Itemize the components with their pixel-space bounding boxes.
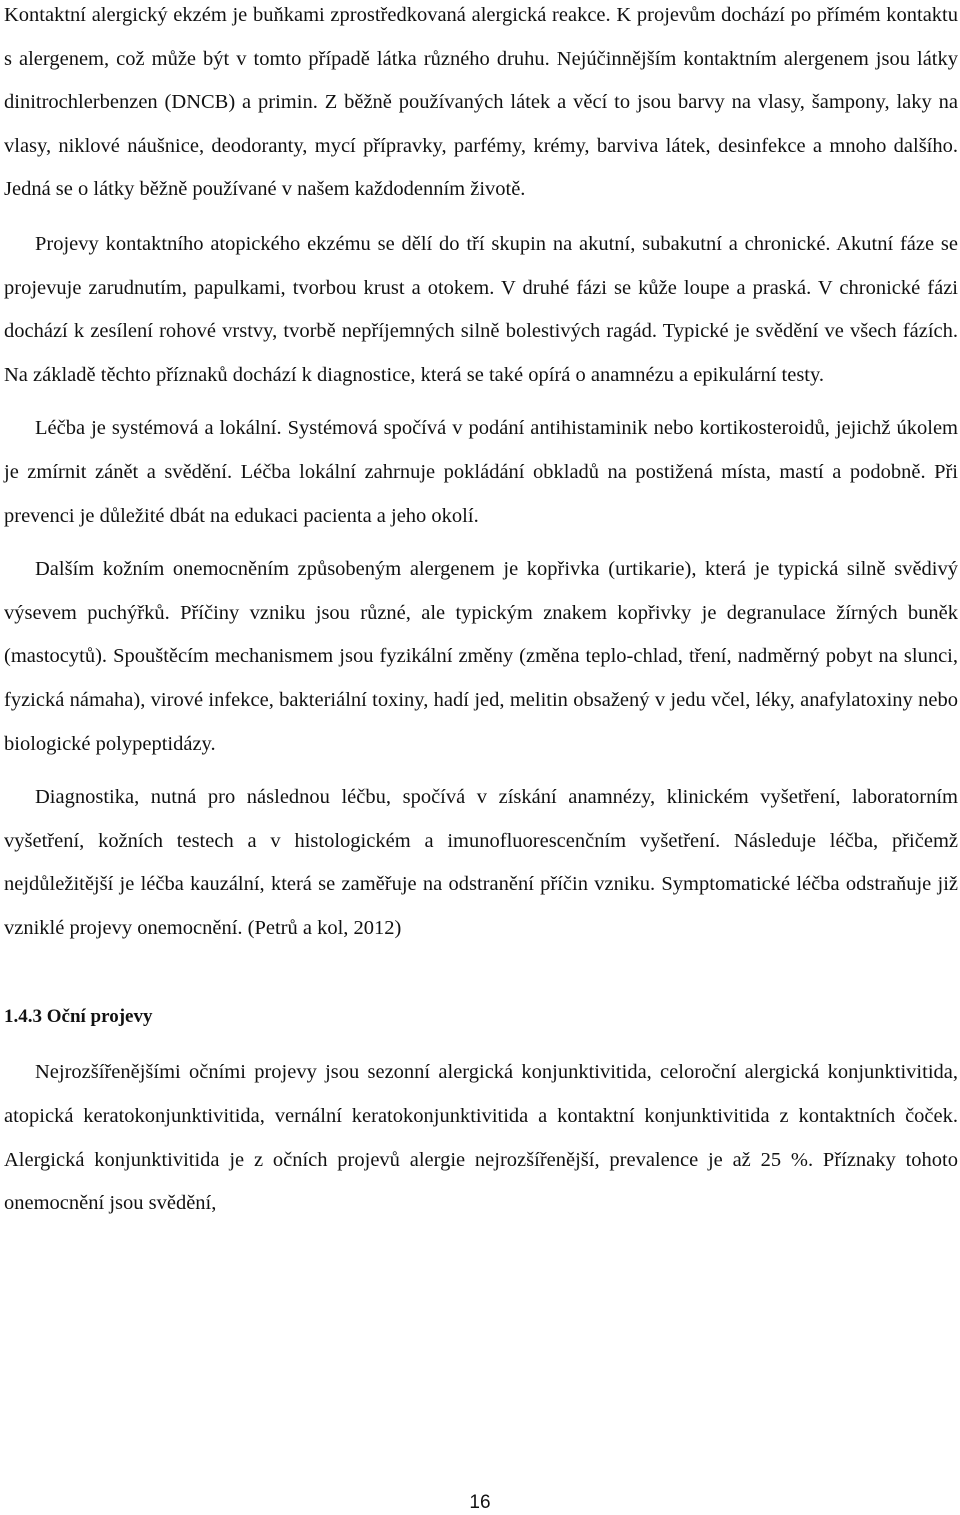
paragraph-treatment: Léčba je systémová a lokální. Systémová spočívá v podání antihistaminik nebo kortikosteroidů, jejichž úkolem je zmírnit zánět a svědění. Léčba lokální zahrnuje pokládání obkladů na postižená místa, mastí a podobně. Při prevenci je důležité dbát na edukaci pacienta a jeho okolí. (4, 417, 958, 527)
page-number: 16 (469, 1492, 491, 1513)
paragraph-eye-symptoms: Nejrozšířenějšími očními projevy jsou sezonní alergická konjunktivitida, celoroční alergická konjunktivitida, atopická keratokonjunktivitida, vernální keratokonjunktivitida a kontaktní konjunktivitida z kontaktních čoček. Alergická konjunktivitida je z očních projevů alergie nejrozšířenější, prevalence je až 25 %. Příznaky tohoto onemocnění jsou svědění, (4, 1061, 958, 1215)
document-page (4, 0, 958, 1226)
paragraph-urticaria: Dalším kožním onemocněním způsobeným alergenem je kopřivka (urtikarie), která je typická silně svědivý výsevem puchýřků. Příčiny vzniku jsou různé, ale typickým znakem kopřivky je degranulace žírných buněk (mastocytů). Spouštěcím mechanismem jsou fyzikální změny (změna teplo-chlad, tření, nadměrný pobyt na slunci, fyzická námaha), virové infekce, bakteriální toxiny, hadí jed, melitin obsažený v jedu včel, léky, anafylatoxiny nebo biologické polypeptidázy. (4, 558, 958, 755)
section-heading: 1.4.3 Oční projevy (4, 1006, 153, 1028)
paragraph-diagnostics: Diagnostika, nutná pro následnou léčbu, spočívá v získání anamnézy, klinickém vyšetření, laboratorním vyšetření, kožních testech a v histologickém a imunofluorescenčním vyšetření. Následuje léčba, přičemž nejdůležitější je léčba kauzální, která se zaměřuje na odstranění příčin vzniku. Symptomatické léčba odstraňuje již vzniklé projevy onemocnění. (Petrů a kol, 2012) (4, 786, 958, 939)
paragraph-contact-eczema: Kontaktní alergický ekzém je buňkami zprostředkovaná alergická reakce. K projevům dochází po přímém kontaktu s alergenem, což může být v tomto případě látka různého druhu. Nejúčinnějším kontaktním alergenem jsou látky dinitrochlerbenzen (DNCB) a primin. Z běžně používaných látek a věcí to jsou barvy na vlasy, šampony, laky na vlasy, niklové náušnice, deodoranty, mycí přípravky, parfémy, krémy, barviva látek, desinfekce a mnoho dalšího. Jedná se o látky běžně používané v našem každodenním životě. (4, 4, 958, 201)
paragraph-eczema-symptoms: Projevy kontaktního atopického ekzému se dělí do tří skupin na akutní, subakutní a chronické. Akutní fáze se projevuje zarudnutím, papulkami, tvorbou krust a otokem. V druhé fázi se kůže loupe a praská. V chronické fázi dochází k zesílení rohové vrstvy, tvorbě nepříjemných silně bolestivých ragád. Typické je svědění ve všech fázích. Na základě těchto příznaků dochází k diagnostice, která se také opírá o anamnézu a epikulární testy. (4, 232, 958, 386)
